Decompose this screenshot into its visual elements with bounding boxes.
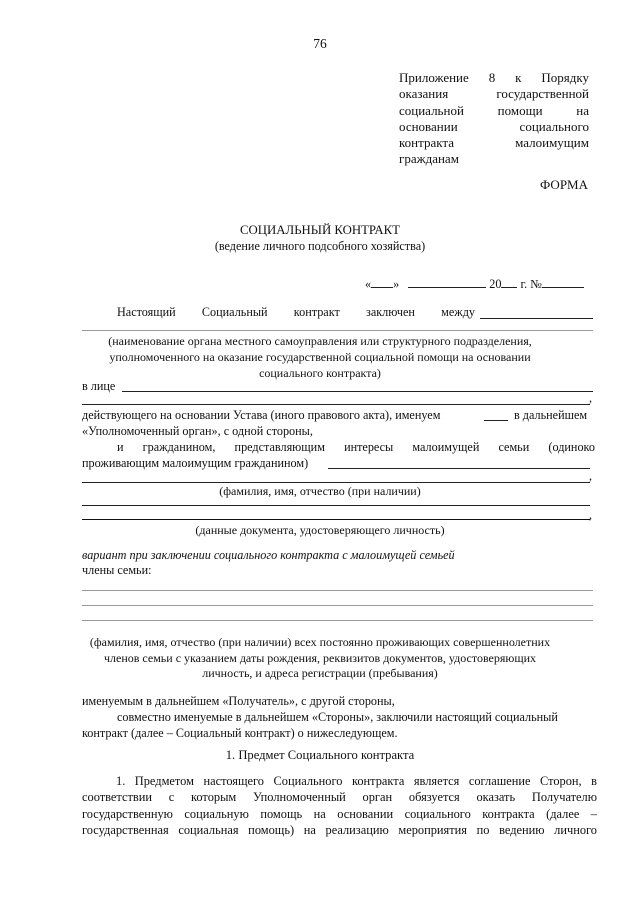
family-caption-line: личность, и адреса регистрации (пребывания) — [202, 666, 438, 680]
word: контракт — [293, 305, 340, 319]
citizen-line-2: проживающим малоимущим гражданином) — [82, 456, 309, 470]
word: гражданином, — [142, 440, 216, 454]
citizen-line — [117, 439, 595, 455]
word: представляющим — [234, 440, 325, 454]
document-blank — [82, 505, 590, 506]
document-blank-2 — [82, 519, 590, 520]
word: заключен — [366, 305, 415, 319]
word: и — [117, 440, 124, 454]
word: интересы — [344, 440, 394, 454]
family-members-label: члены семьи: — [82, 563, 152, 577]
org-name-blank-2 — [82, 330, 593, 331]
org-caption-line: (наименование органа местного самоуправления или структурного подразделения, — [108, 334, 532, 348]
attachment-line: основании социального — [399, 118, 589, 134]
paragraph-line: 1. Предметом настоящего Социального контракта является соглашение Сторон, в — [116, 774, 597, 788]
comma: , — [589, 391, 593, 405]
family-variant-note: вариант при заключении социального контракта с малоимущей семьей — [82, 548, 455, 562]
word: семьи — [498, 440, 530, 454]
section-1-title: 1. Предмет Социального контракта — [225, 748, 415, 762]
comma: , — [589, 508, 593, 522]
citizen-name-blank — [328, 468, 590, 469]
fio-caption: (фамилия, имя, отчество (при наличии) — [219, 484, 421, 498]
word: Социальный — [201, 305, 268, 319]
number-label: г. № — [520, 277, 542, 291]
contract-subtitle: (ведение личного подсобного хозяйства) — [214, 239, 426, 253]
date-close-quote: » — [393, 277, 400, 291]
date-number-line — [365, 275, 584, 292]
jointly-line-1: совместно именуемые в дальнейшем «Стороны», заключили настоящий социальный — [117, 710, 558, 724]
representative-blank — [122, 391, 593, 392]
family-blank-1 — [82, 590, 593, 591]
paragraph-line: государственная социальная помощь) на реализацию мероприятия по ведению личного — [82, 822, 597, 837]
document-caption: (данные документа, удостоверяющего личность) — [195, 523, 445, 537]
day-blank — [371, 275, 393, 288]
gender-ending-blank — [484, 420, 508, 421]
month-blank — [408, 275, 486, 288]
attachment-note — [399, 70, 589, 168]
year-prefix: 20 — [489, 277, 502, 291]
acting-basis-left: действующего на основании Устава (иного правового акта), именуем — [82, 408, 441, 422]
org-caption-line: социального контракта) — [259, 366, 381, 380]
section-1-paragraph — [82, 773, 597, 838]
number-blank — [542, 275, 584, 288]
page-number: 76 — [313, 36, 327, 51]
family-caption-line: (фамилия, имя, отчество (при наличии) всех постоянно проживающих совершеннолетних — [89, 635, 551, 649]
contract-title: СОЦИАЛЬНЫЙ КОНТРАКТ — [240, 223, 400, 237]
form-label: ФОРМА — [540, 177, 588, 192]
attachment-line: Приложение 8 к Порядку — [399, 70, 589, 85]
date-open-quote: « — [365, 277, 372, 291]
family-caption-line: членов семьи с указанием даты рождения, реквизитов документов, удостоверяющих — [103, 651, 537, 665]
word: Настоящий — [117, 305, 176, 319]
org-caption-line: уполномоченного на оказание государственной социальной помощи на основании — [109, 350, 531, 364]
attachment-line: гражданам — [399, 151, 459, 167]
paragraph-line: соответствии с которым Уполномоченный орган обязуется оказать Получателю — [82, 790, 597, 805]
year-blank — [501, 275, 517, 288]
comma: , — [589, 469, 593, 483]
word: между — [441, 305, 475, 319]
org-name-blank — [480, 318, 593, 319]
family-blank-3 — [82, 620, 593, 621]
authorized-body-line: «Уполномоченный орган», с одной стороны, — [82, 424, 313, 438]
jointly-line-2: контракт (далее – Социальный контракт) о нижеследующем. — [82, 726, 398, 740]
attachment-line: социальной помощи на — [399, 102, 589, 118]
attachment-line: контракта малоимущим — [399, 135, 589, 151]
attachment-line: оказания государственной — [399, 86, 589, 102]
acting-basis-right: в дальнейшем — [514, 408, 588, 422]
word: (одиноко — [548, 440, 595, 454]
paragraph-line: государственную социальную помощь на основании социального контракта (далее – — [82, 806, 597, 821]
word: малоимущей — [412, 440, 480, 454]
in-person-label: в лице — [82, 379, 116, 393]
concluded-between-line — [117, 304, 475, 320]
family-blank-2 — [82, 605, 593, 606]
representative-blank-2 — [82, 404, 590, 405]
recipient-line: именуемым в дальнейшем «Получатель», с другой стороны, — [82, 694, 395, 708]
